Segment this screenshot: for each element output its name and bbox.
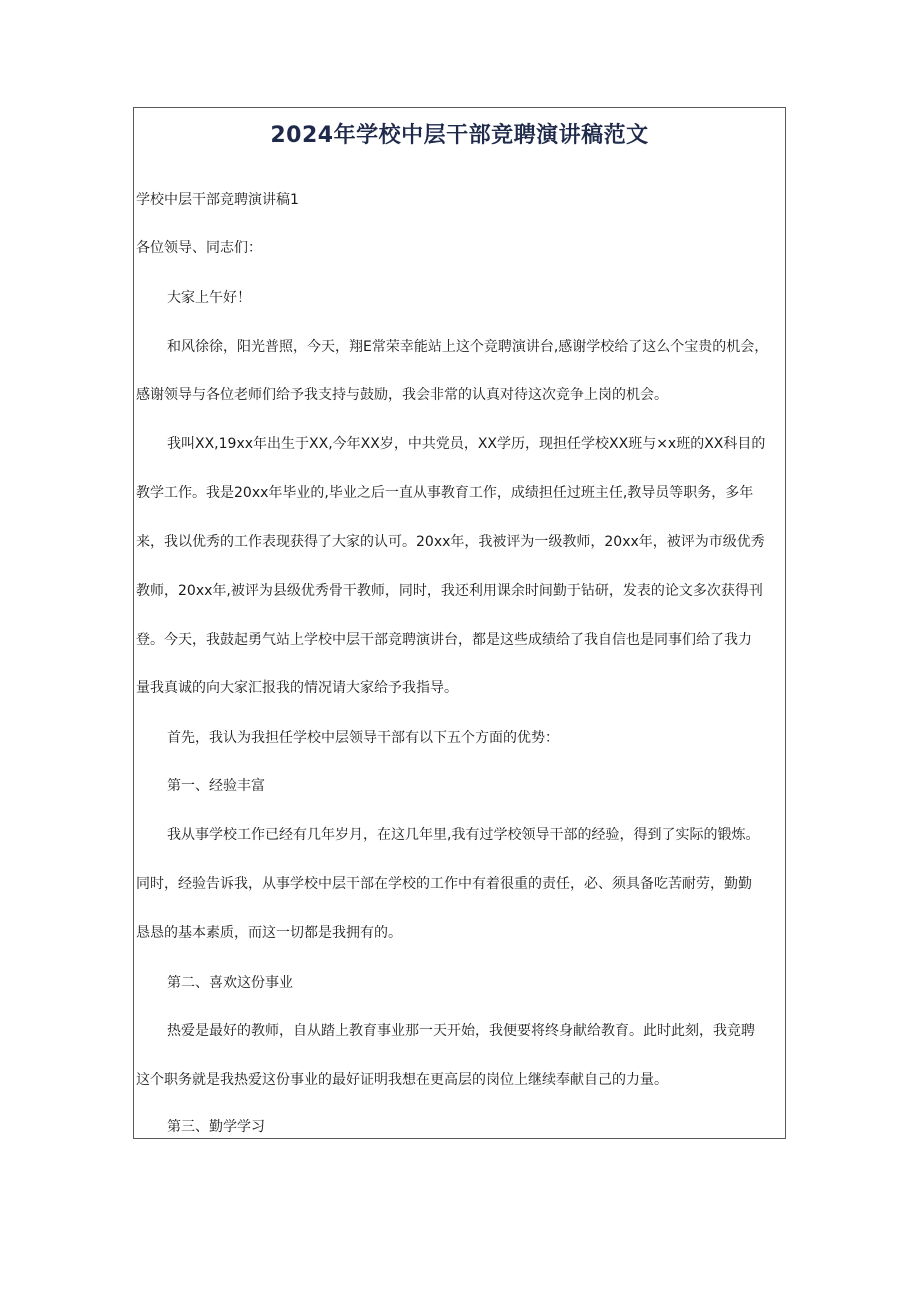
paragraph-line: 我从事学校工作已经有几年岁月，在这几年里,我有过学校领导干部的经验，得到了实际的锻炼。 bbox=[167, 827, 760, 843]
paragraph-line: 量我真诚的向大家汇报我的情况请大家给予我指导。 bbox=[136, 680, 458, 696]
salutation: 各位领导、同志们： bbox=[136, 240, 262, 256]
paragraph-line: 和风徐徐，阳光普照，今天，翔E常荣幸能站上这个竞聘演讲台,感谢学校给了这么个宝贵的机会， bbox=[167, 339, 769, 355]
paragraph-line: 来，我以优秀的工作表现获得了大家的认可。20xx年，我被评为一级教师，20xx年，被评为市级优秀 bbox=[136, 534, 765, 550]
subheading: 第三、勤学学习 bbox=[167, 1119, 265, 1135]
paragraph-line: 同时，经验告诉我，从事学校中层干部在学校的工作中有着很重的责任，必、须具备吃苦耐劳，勤勤 bbox=[136, 876, 752, 892]
paragraph-line: 这个职务就是我热爱这份事业的最好证明我想在更高层的岗位上继续奉献自己的力量。 bbox=[136, 1072, 668, 1088]
paragraph-line: 热爱是最好的教师，自从踏上教育事业那一天开始，我便要将终身献给教育。此时此刻，我竞聘 bbox=[167, 1023, 755, 1039]
paragraph-line: 教师，20xx年,被评为县级优秀骨干教师，同时，我还利用课余时间勤于钻研，发表的论文多次获得刊 bbox=[136, 583, 763, 599]
greeting: 大家上午好！ bbox=[167, 290, 251, 306]
subheading: 第二、喜欢这份事业 bbox=[167, 975, 293, 991]
document-frame bbox=[133, 107, 786, 1139]
subheading: 第一、经验丰富 bbox=[167, 778, 265, 794]
paragraph-line: 感谢领导与各位老师们给予我支持与鼓励，我会非常的认真对待这次竞争上岗的机会。 bbox=[136, 387, 668, 403]
paragraph-line: 教学工作。我是20xx年毕业的,毕业之后一直从事教育工作，成绩担任过班主任,教导员等职务，多年 bbox=[136, 485, 754, 501]
paragraph-line: 恳恳的基本素质，而这一切都是我拥有的。 bbox=[136, 925, 402, 941]
paragraph-line: 我叫XX,19xx年出生于XX,今年XX岁，中共党员，XX学历，现担任学校XX班与×x班的XX科目的 bbox=[167, 436, 766, 452]
section-heading: 学校中层干部竞聘演讲稿1 bbox=[136, 192, 299, 208]
document-title: 2024年学校中层干部竞聘演讲稿范文 bbox=[270, 123, 649, 148]
paragraph-line: 登。今天，我鼓起勇气站上学校中层干部竞聘演讲台，都是这些成绩给了我自信也是同事们给了我力 bbox=[136, 632, 752, 648]
paragraph-line: 首先，我认为我担任学校中层领导干部有以下五个方面的优势： bbox=[167, 730, 559, 746]
